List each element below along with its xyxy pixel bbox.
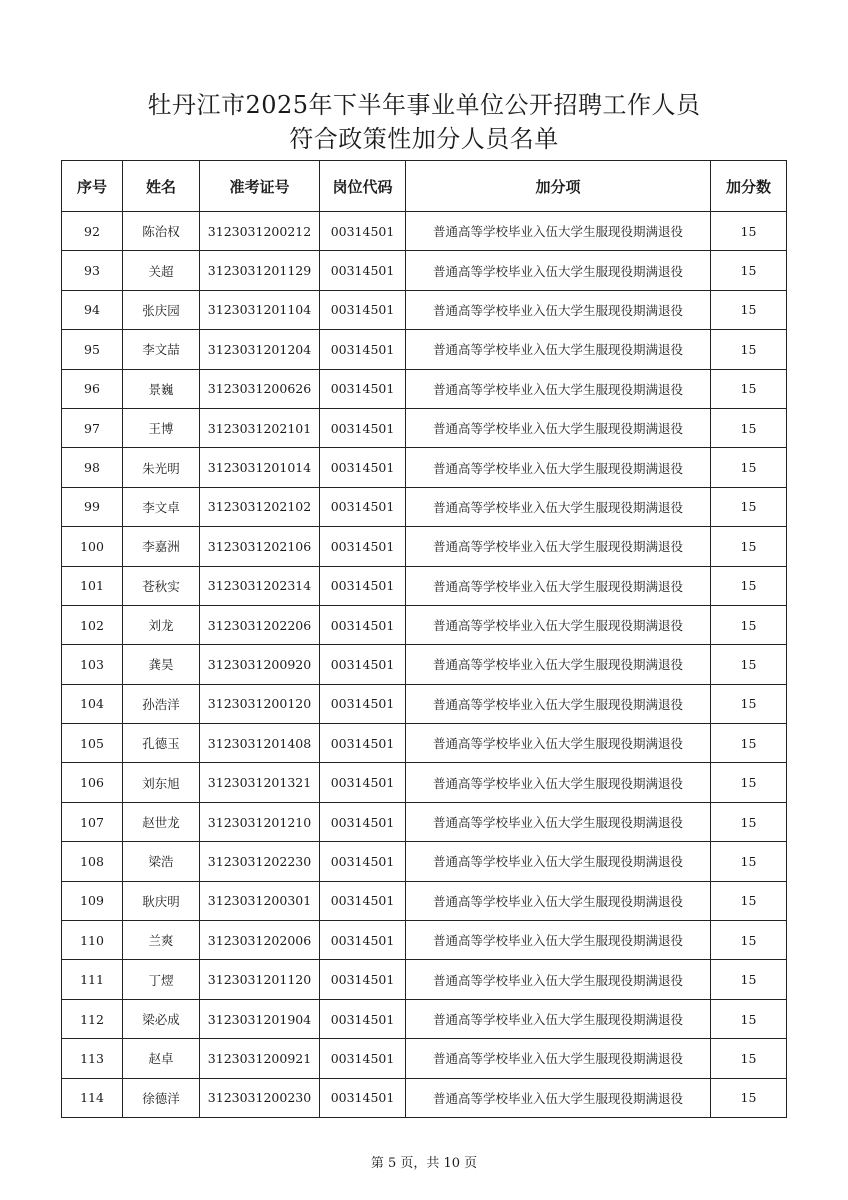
cell-exam-no: 3123031200301 — [200, 881, 320, 920]
cell-bonus-points: 15 — [711, 448, 787, 487]
cell-seq: 93 — [62, 251, 123, 290]
header-bonus-item: 加分项 — [406, 161, 711, 212]
cell-bonus-item: 普通高等学校毕业入伍大学生服现役期满退役 — [406, 251, 711, 290]
table-row — [62, 1039, 787, 1078]
cell-name: 朱光明 — [123, 448, 200, 487]
cell-bonus-item: 普通高等学校毕业入伍大学生服现役期满退役 — [406, 448, 711, 487]
table-row — [62, 566, 787, 605]
cell-name: 刘东旭 — [123, 763, 200, 802]
cell-bonus-points: 15 — [711, 724, 787, 763]
cell-exam-no: 3123031200212 — [200, 212, 320, 251]
cell-exam-no: 3123031200921 — [200, 1039, 320, 1078]
cell-bonus-item: 普通高等学校毕业入伍大学生服现役期满退役 — [406, 999, 711, 1038]
cell-name: 兰爽 — [123, 921, 200, 960]
cell-seq: 108 — [62, 842, 123, 881]
document-title-line2: 符合政策性加分人员名单 — [289, 125, 559, 153]
cell-bonus-item: 普通高等学校毕业入伍大学生服现役期满退役 — [406, 369, 711, 408]
table-row — [62, 802, 787, 841]
cell-post-code: 00314501 — [320, 999, 406, 1038]
cell-seq: 96 — [62, 369, 123, 408]
cell-exam-no: 3123031202206 — [200, 605, 320, 644]
cell-exam-no: 3123031200230 — [200, 1078, 320, 1117]
cell-exam-no: 3123031201210 — [200, 802, 320, 841]
cell-bonus-item: 普通高等学校毕业入伍大学生服现役期满退役 — [406, 684, 711, 723]
cell-bonus-points: 15 — [711, 1039, 787, 1078]
cell-exam-no: 3123031200626 — [200, 369, 320, 408]
table-row — [62, 763, 787, 802]
cell-seq: 101 — [62, 566, 123, 605]
cell-post-code: 00314501 — [320, 763, 406, 802]
table-row — [62, 960, 787, 999]
header-exam-no: 准考证号 — [200, 161, 320, 212]
cell-seq: 102 — [62, 605, 123, 644]
cell-seq: 109 — [62, 881, 123, 920]
cell-name: 刘龙 — [123, 605, 200, 644]
cell-name: 李文卓 — [123, 487, 200, 526]
cell-exam-no: 3123031201104 — [200, 290, 320, 329]
cell-post-code: 00314501 — [320, 290, 406, 329]
table-row — [62, 842, 787, 881]
cell-bonus-item: 普通高等学校毕业入伍大学生服现役期满退役 — [406, 842, 711, 881]
cell-seq: 111 — [62, 960, 123, 999]
cell-post-code: 00314501 — [320, 881, 406, 920]
cell-bonus-item: 普通高等学校毕业入伍大学生服现役期满退役 — [406, 960, 711, 999]
cell-name: 龚昊 — [123, 645, 200, 684]
table-row — [62, 645, 787, 684]
cell-post-code: 00314501 — [320, 802, 406, 841]
cell-post-code: 00314501 — [320, 684, 406, 723]
table-row — [62, 487, 787, 526]
cell-seq: 110 — [62, 921, 123, 960]
cell-bonus-points: 15 — [711, 921, 787, 960]
cell-name: 徐德洋 — [123, 1078, 200, 1117]
cell-name: 赵世龙 — [123, 802, 200, 841]
cell-exam-no: 3123031201129 — [200, 251, 320, 290]
cell-name: 李文喆 — [123, 330, 200, 369]
cell-exam-no: 3123031201904 — [200, 999, 320, 1038]
table-row — [62, 290, 787, 329]
cell-name: 苍秋实 — [123, 566, 200, 605]
cell-exam-no: 3123031202102 — [200, 487, 320, 526]
cell-exam-no: 3123031201321 — [200, 763, 320, 802]
cell-bonus-points: 15 — [711, 212, 787, 251]
cell-bonus-points: 15 — [711, 290, 787, 329]
table-row — [62, 408, 787, 447]
table-row — [62, 1078, 787, 1117]
cell-seq: 103 — [62, 645, 123, 684]
cell-exam-no: 3123031201120 — [200, 960, 320, 999]
cell-bonus-item: 普通高等学校毕业入伍大学生服现役期满退役 — [406, 212, 711, 251]
cell-post-code: 00314501 — [320, 448, 406, 487]
table-header-row — [62, 161, 787, 212]
header-seq: 序号 — [62, 161, 123, 212]
cell-bonus-points: 15 — [711, 1078, 787, 1117]
cell-name: 梁必成 — [123, 999, 200, 1038]
table-row — [62, 330, 787, 369]
table-row — [62, 881, 787, 920]
table-row — [62, 999, 787, 1038]
cell-name: 孔德玉 — [123, 724, 200, 763]
cell-name: 孙浩洋 — [123, 684, 200, 723]
cell-bonus-points: 15 — [711, 802, 787, 841]
cell-bonus-points: 15 — [711, 960, 787, 999]
cell-exam-no: 3123031200120 — [200, 684, 320, 723]
cell-bonus-item: 普通高等学校毕业入伍大学生服现役期满退役 — [406, 763, 711, 802]
cell-seq: 94 — [62, 290, 123, 329]
cell-post-code: 00314501 — [320, 487, 406, 526]
cell-bonus-item: 普通高等学校毕业入伍大学生服现役期满退役 — [406, 408, 711, 447]
table-row — [62, 724, 787, 763]
table-row — [62, 212, 787, 251]
header-bonus-points: 加分数 — [711, 161, 787, 212]
cell-post-code: 00314501 — [320, 605, 406, 644]
cell-bonus-points: 15 — [711, 566, 787, 605]
table-row — [62, 448, 787, 487]
cell-name: 景巍 — [123, 369, 200, 408]
cell-bonus-item: 普通高等学校毕业入伍大学生服现役期满退役 — [406, 290, 711, 329]
cell-post-code: 00314501 — [320, 566, 406, 605]
cell-bonus-item: 普通高等学校毕业入伍大学生服现役期满退役 — [406, 1039, 711, 1078]
cell-post-code: 00314501 — [320, 212, 406, 251]
cell-name: 陈治权 — [123, 212, 200, 251]
cell-name: 丁熤 — [123, 960, 200, 999]
cell-post-code: 00314501 — [320, 842, 406, 881]
page-number: 第 5 页，共 10 页 — [370, 1156, 478, 1171]
cell-seq: 104 — [62, 684, 123, 723]
cell-bonus-points: 15 — [711, 251, 787, 290]
cell-bonus-item: 普通高等学校毕业入伍大学生服现役期满退役 — [406, 802, 711, 841]
table-row — [62, 369, 787, 408]
cell-bonus-points: 15 — [711, 369, 787, 408]
cell-exam-no: 3123031202314 — [200, 566, 320, 605]
cell-post-code: 00314501 — [320, 251, 406, 290]
cell-exam-no: 3123031201204 — [200, 330, 320, 369]
cell-post-code: 00314501 — [320, 921, 406, 960]
cell-exam-no: 3123031202230 — [200, 842, 320, 881]
cell-seq: 113 — [62, 1039, 123, 1078]
cell-bonus-points: 15 — [711, 999, 787, 1038]
cell-bonus-item: 普通高等学校毕业入伍大学生服现役期满退役 — [406, 566, 711, 605]
cell-post-code: 00314501 — [320, 330, 406, 369]
document-title-line1: 牡丹江市2025年下半年事业单位公开招聘工作人员 — [147, 91, 701, 119]
cell-name: 赵卓 — [123, 1039, 200, 1078]
cell-exam-no: 3123031201014 — [200, 448, 320, 487]
cell-exam-no: 3123031202106 — [200, 527, 320, 566]
cell-seq: 105 — [62, 724, 123, 763]
cell-post-code: 00314501 — [320, 960, 406, 999]
cell-post-code: 00314501 — [320, 527, 406, 566]
header-post-code: 岗位代码 — [320, 161, 406, 212]
cell-bonus-points: 15 — [711, 408, 787, 447]
cell-seq: 107 — [62, 802, 123, 841]
cell-post-code: 00314501 — [320, 408, 406, 447]
bonus-points-table — [61, 160, 787, 1118]
cell-seq: 98 — [62, 448, 123, 487]
cell-bonus-points: 15 — [711, 763, 787, 802]
table-row — [62, 251, 787, 290]
cell-post-code: 00314501 — [320, 724, 406, 763]
cell-name: 王博 — [123, 408, 200, 447]
cell-seq: 112 — [62, 999, 123, 1038]
cell-post-code: 00314501 — [320, 645, 406, 684]
cell-name: 张庆园 — [123, 290, 200, 329]
cell-exam-no: 3123031200920 — [200, 645, 320, 684]
cell-exam-no: 3123031202006 — [200, 921, 320, 960]
table-row — [62, 921, 787, 960]
cell-bonus-points: 15 — [711, 527, 787, 566]
cell-seq: 100 — [62, 527, 123, 566]
cell-bonus-item: 普通高等学校毕业入伍大学生服现役期满退役 — [406, 921, 711, 960]
table-row — [62, 605, 787, 644]
cell-bonus-points: 15 — [711, 842, 787, 881]
cell-name: 梁浩 — [123, 842, 200, 881]
cell-bonus-item: 普通高等学校毕业入伍大学生服现役期满退役 — [406, 527, 711, 566]
cell-post-code: 00314501 — [320, 369, 406, 408]
cell-name: 耿庆明 — [123, 881, 200, 920]
cell-seq: 95 — [62, 330, 123, 369]
cell-bonus-item: 普通高等学校毕业入伍大学生服现役期满退役 — [406, 645, 711, 684]
cell-seq: 99 — [62, 487, 123, 526]
cell-bonus-item: 普通高等学校毕业入伍大学生服现役期满退役 — [406, 330, 711, 369]
cell-seq: 97 — [62, 408, 123, 447]
cell-bonus-points: 15 — [711, 330, 787, 369]
cell-exam-no: 3123031201408 — [200, 724, 320, 763]
cell-seq: 114 — [62, 1078, 123, 1117]
cell-bonus-item: 普通高等学校毕业入伍大学生服现役期满退役 — [406, 881, 711, 920]
cell-seq: 106 — [62, 763, 123, 802]
cell-name: 关超 — [123, 251, 200, 290]
cell-bonus-item: 普通高等学校毕业入伍大学生服现役期满退役 — [406, 605, 711, 644]
cell-bonus-points: 15 — [711, 487, 787, 526]
cell-bonus-item: 普通高等学校毕业入伍大学生服现役期满退役 — [406, 1078, 711, 1117]
cell-bonus-item: 普通高等学校毕业入伍大学生服现役期满退役 — [406, 724, 711, 763]
table-row — [62, 684, 787, 723]
cell-post-code: 00314501 — [320, 1078, 406, 1117]
cell-bonus-points: 15 — [711, 881, 787, 920]
cell-post-code: 00314501 — [320, 1039, 406, 1078]
cell-name: 李嘉洲 — [123, 527, 200, 566]
cell-bonus-points: 15 — [711, 645, 787, 684]
cell-seq: 92 — [62, 212, 123, 251]
header-name: 姓名 — [123, 161, 200, 212]
cell-exam-no: 3123031202101 — [200, 408, 320, 447]
cell-bonus-points: 15 — [711, 605, 787, 644]
table-row — [62, 527, 787, 566]
cell-bonus-points: 15 — [711, 684, 787, 723]
cell-bonus-item: 普通高等学校毕业入伍大学生服现役期满退役 — [406, 487, 711, 526]
